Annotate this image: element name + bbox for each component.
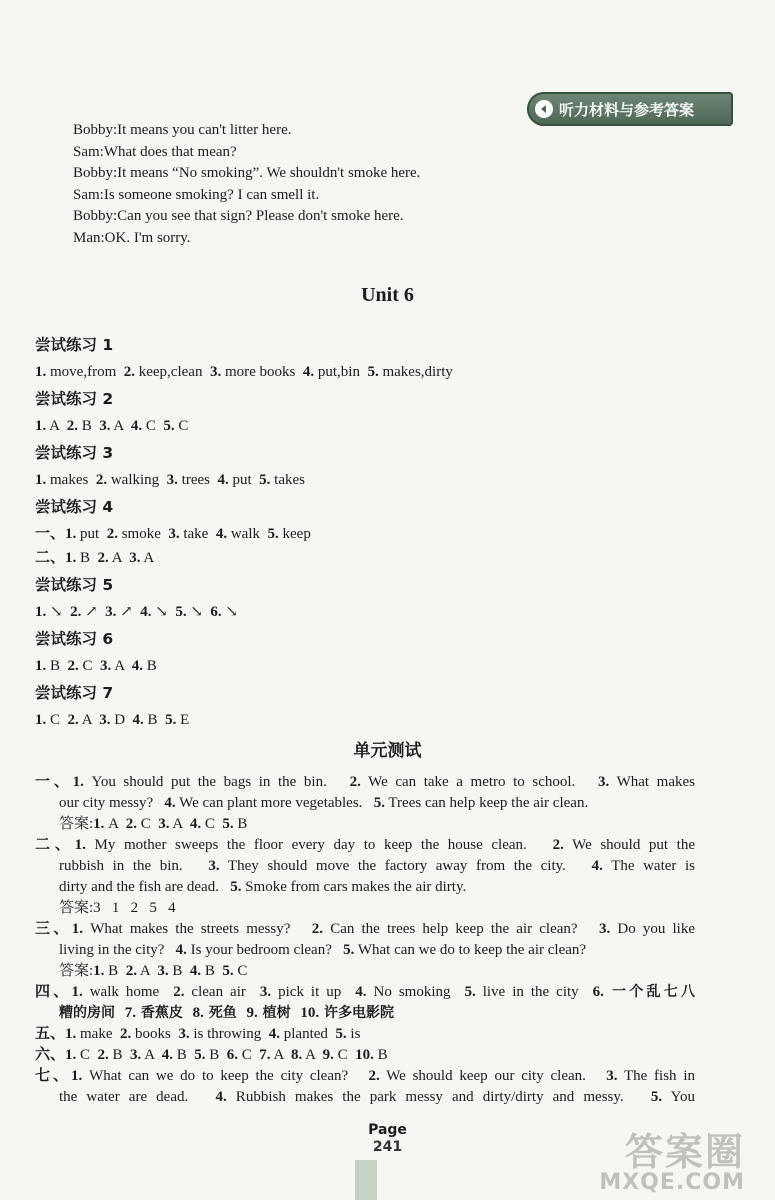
item-number: 3. [166, 472, 178, 488]
item-number: 3. [606, 1068, 618, 1084]
item-number: 10. [300, 1005, 320, 1021]
item-answer: 答案: [59, 963, 94, 979]
item-number: 5. [373, 795, 385, 811]
item-answer: What makes [609, 774, 695, 790]
item-answer: ↘ [46, 604, 71, 620]
practice-answer-line [35, 414, 755, 438]
item-answer: C [174, 418, 189, 434]
item-answer: We can plant more vegetables. [175, 795, 374, 811]
item-number: 4. [591, 858, 603, 874]
item-number: 5. [343, 942, 355, 958]
item-answer: Do you like [610, 921, 696, 937]
test-answer-line [35, 772, 695, 793]
item-answer: A [46, 418, 67, 434]
item-number: 2. [120, 1026, 132, 1042]
test-answer-line [35, 919, 695, 940]
item-number: 七、1. [35, 1068, 83, 1084]
item-answer: move,from [46, 364, 124, 380]
item-number: 2. [125, 816, 137, 832]
item-number: 9. [246, 1005, 258, 1021]
test-answer-line [35, 793, 695, 814]
item-number: 五、1. [35, 1026, 77, 1042]
practice-answer-line [35, 522, 755, 546]
item-answer: B [77, 418, 100, 434]
item-answer: No smoking [366, 984, 465, 1000]
item-answer: A [136, 963, 158, 979]
item-answer: 糟的房间 [59, 1005, 125, 1021]
item-number: 2. [123, 364, 135, 380]
item-answer: A [78, 712, 100, 728]
item-number: 4. [215, 526, 228, 542]
item-answer: C [76, 1047, 98, 1063]
item-answer: B [205, 1047, 227, 1063]
item-number: 5. [650, 1089, 663, 1105]
item-number: 3. [259, 984, 272, 1000]
item-number: 5. [230, 879, 242, 895]
item-answer: We can take a metro to school. [360, 774, 599, 790]
practice-heading: 尝试练习 4 [35, 498, 114, 516]
dialog-line: Bobby:It means “No smoking”. We shouldn't smoke here. [73, 165, 421, 181]
item-number: 2. [368, 1068, 380, 1084]
item-number: 8. [192, 1005, 204, 1021]
item-number: 2. [95, 472, 108, 488]
item-number: 3. [157, 963, 169, 979]
dialog-line: Bobby:It means you can't litter here. [73, 122, 292, 138]
item-answer: A [141, 1047, 162, 1063]
item-answer: takes [270, 472, 305, 488]
item-answer: B [76, 550, 98, 566]
item-answer: B [142, 658, 157, 674]
item-number: 6. [226, 1047, 239, 1063]
item-answer: B [143, 712, 166, 728]
practice-answer-line [35, 600, 755, 624]
item-answer: living in the city? [59, 942, 176, 958]
item-answer: C [136, 816, 159, 832]
item-answer: C [46, 712, 68, 728]
item-number: 2. [173, 984, 185, 1000]
dialog-line: Sam:Is someone smoking? I can smell it. [73, 186, 320, 203]
item-answer: walk home [82, 984, 174, 1000]
item-answer: They should move the factory away from the city. [219, 858, 592, 874]
item-number: 5. [367, 364, 379, 380]
item-number: 5. [222, 816, 234, 832]
item-answer: put [228, 472, 260, 488]
item-answer: ↘ [186, 604, 211, 620]
item-number: 1. [35, 472, 47, 488]
item-answer: dirty and the fish are dead. [59, 879, 231, 895]
practice-heading: 尝试练习 7 [35, 684, 114, 702]
item-answer: You [662, 1089, 695, 1105]
section-header-title: 听力材料与参考答案 [559, 100, 695, 119]
item-number: 4. [268, 1026, 281, 1042]
item-answer: 答案: [59, 816, 94, 832]
item-answer: E [176, 712, 190, 728]
test-answer-line [35, 1003, 695, 1024]
item-answer: 香蕉皮 [136, 1005, 193, 1021]
test-answer-line [35, 877, 695, 898]
unit-title: Unit 6 [361, 284, 414, 306]
test-answer-line [35, 1045, 695, 1066]
item-answer: is [346, 1026, 361, 1042]
item-number: 4. [130, 418, 143, 434]
item-number: 5. [259, 472, 271, 488]
practice-answer-line [35, 468, 755, 492]
item-number: 5. [175, 604, 187, 620]
test-answer-line [35, 982, 695, 1003]
item-number: 5. [163, 418, 175, 434]
item-number: 7. [124, 1005, 136, 1021]
dialog-line: Sam:What does that mean? [73, 143, 237, 160]
item-answer: B [108, 1047, 131, 1063]
item-number: 3. [99, 418, 111, 434]
item-answer: A [111, 658, 132, 674]
test-answer-line [35, 814, 695, 835]
item-number: 2. [67, 712, 79, 728]
item-number: 4. [175, 942, 187, 958]
item-answer: 答案:3 1 2 5 4 [59, 900, 176, 916]
watermark-url: MXQE.COM [599, 1170, 745, 1195]
item-answer: books [131, 1026, 179, 1042]
item-answer: live in the city [475, 984, 593, 1000]
unit-test-answers [35, 772, 695, 1108]
item-answer: keep,clean [134, 364, 210, 380]
page-label: Page [368, 1122, 407, 1138]
item-number: 2. [67, 658, 79, 674]
item-answer: My mother sweeps the floor every day to keep the house clean. [85, 837, 553, 853]
item-answer: clean air [184, 984, 260, 1000]
item-answer: ↘ [151, 604, 176, 620]
item-number: 2. [66, 418, 78, 434]
item-number: 4. [217, 472, 229, 488]
practice-answer-line [35, 546, 755, 570]
item-answer: B [172, 1047, 195, 1063]
section-header-tab [527, 92, 733, 126]
test-answer-line [35, 856, 695, 877]
practice-heading: 尝试练习 2 [35, 390, 114, 408]
item-number: 2. [349, 774, 361, 790]
item-answer: The water is [602, 858, 695, 874]
watermark-text: 答案圈 [624, 1130, 745, 1174]
practice-answer-line [35, 654, 755, 678]
test-answer-line [35, 1024, 695, 1045]
item-answer: smoke [117, 526, 169, 542]
item-number: 3. [105, 604, 117, 620]
item-number: 3. [130, 1047, 142, 1063]
test-answer-line [35, 835, 695, 856]
unit-test-title: 单元测试 [353, 741, 422, 761]
item-answer: 死鱼 [203, 1005, 247, 1021]
item-number: 5. [464, 984, 476, 1000]
item-number: 3. [129, 550, 141, 566]
item-answer: What can we do to keep the city clean? [82, 1068, 369, 1084]
item-answer: C [201, 816, 223, 832]
test-answer-line [35, 1066, 695, 1087]
item-number: 3. [99, 712, 111, 728]
item-number: 一、1. [35, 774, 84, 790]
item-number: 3. [100, 658, 112, 674]
item-answer: Rubbish makes the park messy and dirty/dirty and messy. [226, 1089, 651, 1105]
item-number: 6. [592, 984, 604, 1000]
item-answer: C [78, 658, 101, 674]
item-number: 1. [35, 604, 47, 620]
item-number: 2. [552, 837, 564, 853]
practice-heading: 尝试练习 3 [35, 444, 114, 462]
item-answer: put [76, 526, 107, 542]
item-answer: C [238, 1047, 260, 1063]
item-answer: A [270, 1047, 291, 1063]
item-number: 3. [599, 921, 611, 937]
item-answer: trees [177, 472, 218, 488]
item-answer: walking [107, 472, 167, 488]
item-number: 3. [209, 364, 222, 380]
practice-heading: 尝试练习 1 [35, 336, 114, 354]
test-answer-line [35, 898, 695, 919]
item-number: 4. [161, 1047, 173, 1063]
item-number: 三、1. [35, 921, 84, 937]
item-answer: keep [278, 526, 311, 542]
item-number: 二、1. [35, 837, 86, 853]
item-number: 4. [132, 712, 144, 728]
item-answer: 一个乱七八 [603, 984, 696, 1000]
item-answer: Smoke from cars makes the air dirty. [241, 879, 467, 895]
item-answer: Can the trees help keep the air clean? [323, 921, 599, 937]
item-number: 2. [125, 963, 137, 979]
item-number: 二、1. [35, 550, 77, 566]
item-answer: C [233, 963, 248, 979]
item-number: 5. [335, 1026, 347, 1042]
item-number: 六、1. [35, 1047, 77, 1063]
item-answer: B [104, 963, 126, 979]
item-answer: Trees can help keep the air clean. [384, 795, 589, 811]
item-answer: A [169, 816, 190, 832]
item-number: 4. [189, 816, 202, 832]
item-number: 10. [355, 1047, 374, 1063]
item-number: 3. [598, 774, 610, 790]
item-answer: ↗ [116, 604, 141, 620]
item-number: 3. [208, 858, 220, 874]
item-answer: What can we do to keep the air clean? [354, 942, 587, 958]
item-number: 3. [158, 816, 170, 832]
item-answer: make [76, 1026, 120, 1042]
item-number: 4. [215, 1089, 227, 1105]
item-number: 4. [355, 984, 367, 1000]
item-answer: B [233, 816, 248, 832]
item-answer: 植树 [257, 1005, 301, 1021]
item-number: 1. [35, 364, 47, 380]
dialog-line: Man:OK. I'm sorry. [73, 229, 191, 246]
item-number: 2. [70, 604, 82, 620]
item-answer: ↗ [81, 604, 106, 620]
item-number: 4. [302, 364, 315, 380]
item-number: 四、1. [35, 984, 83, 1000]
practice-answers [35, 330, 755, 732]
item-answer: You should put the bags in the bin. [83, 774, 350, 790]
item-answer: more books [221, 364, 303, 380]
item-answer: pick it up [271, 984, 356, 1000]
item-answer: our city messy? [59, 795, 165, 811]
item-number: 3. [168, 526, 180, 542]
item-answer: D [110, 712, 133, 728]
item-number: 5. [194, 1047, 206, 1063]
dialog-line: Bobby:Can you see that sign? Please don't smoke here. [73, 208, 404, 224]
item-number: 5. [222, 963, 234, 979]
practice-heading: 尝试练习 5 [35, 576, 114, 594]
item-number: 8. [290, 1047, 303, 1063]
triangle-left-icon [535, 100, 553, 118]
item-answer: makes [46, 472, 96, 488]
item-answer: take [179, 526, 216, 542]
item-answer: rubbish in the bin. [59, 858, 209, 874]
item-answer: walk [227, 526, 268, 542]
item-number: 4. [131, 658, 143, 674]
dialog-transcript [73, 120, 420, 249]
item-number: 2. [311, 921, 324, 937]
item-answer: put,bin [314, 364, 368, 380]
item-number: 1. [35, 712, 47, 728]
item-answer: makes,dirty [378, 364, 453, 380]
item-number: 2. [106, 526, 118, 542]
footer-decoration [355, 1160, 377, 1200]
watermark [599, 1132, 745, 1194]
item-answer: is throwing [189, 1026, 269, 1042]
item-number: 1. [35, 658, 47, 674]
item-answer: A [108, 550, 130, 566]
item-answer: A [140, 550, 155, 566]
item-answer: We should keep our city clean. [379, 1068, 607, 1084]
item-number: 1. [35, 418, 47, 434]
item-number: 4. [140, 604, 152, 620]
item-answer: A [302, 1047, 323, 1063]
item-answer: planted [280, 1026, 336, 1042]
practice-heading: 尝试练习 6 [35, 630, 114, 648]
item-number: 1. [93, 963, 105, 979]
item-number: 3. [178, 1026, 190, 1042]
item-answer: B [46, 658, 68, 674]
item-number: 5. [267, 526, 279, 542]
item-number: 9. [322, 1047, 334, 1063]
page-number: 241 [372, 1139, 403, 1155]
item-answer: A [104, 816, 126, 832]
item-answer: We should put the [563, 837, 696, 853]
item-number: 4. [189, 963, 202, 979]
item-number: 6. [210, 604, 222, 620]
practice-answer-line [35, 708, 755, 732]
test-answer-line [35, 961, 695, 982]
item-answer: ↘ [221, 604, 238, 620]
item-number: 1. [93, 816, 105, 832]
item-number: 7. [259, 1047, 271, 1063]
test-answer-line [35, 1087, 695, 1108]
item-answer: Is your bedroom clean? [186, 942, 344, 958]
item-number: 一、1. [35, 526, 77, 542]
item-answer: B [373, 1047, 388, 1063]
item-answer: 许多电影院 [319, 1005, 394, 1021]
item-answer: The fish in [617, 1068, 695, 1084]
practice-answer-line [35, 360, 755, 384]
item-number: 4. [164, 795, 176, 811]
item-answer: B [168, 963, 190, 979]
item-answer: What makes the streets messy? [83, 921, 312, 937]
item-answer: the water are dead. [59, 1089, 216, 1105]
item-answer: C [333, 1047, 356, 1063]
item-number: 2. [97, 550, 109, 566]
item-number: 5. [165, 712, 177, 728]
test-answer-line [35, 940, 695, 961]
item-number: 2. [97, 1047, 109, 1063]
item-answer: C [142, 418, 164, 434]
item-answer: B [201, 963, 223, 979]
item-answer: A [110, 418, 131, 434]
